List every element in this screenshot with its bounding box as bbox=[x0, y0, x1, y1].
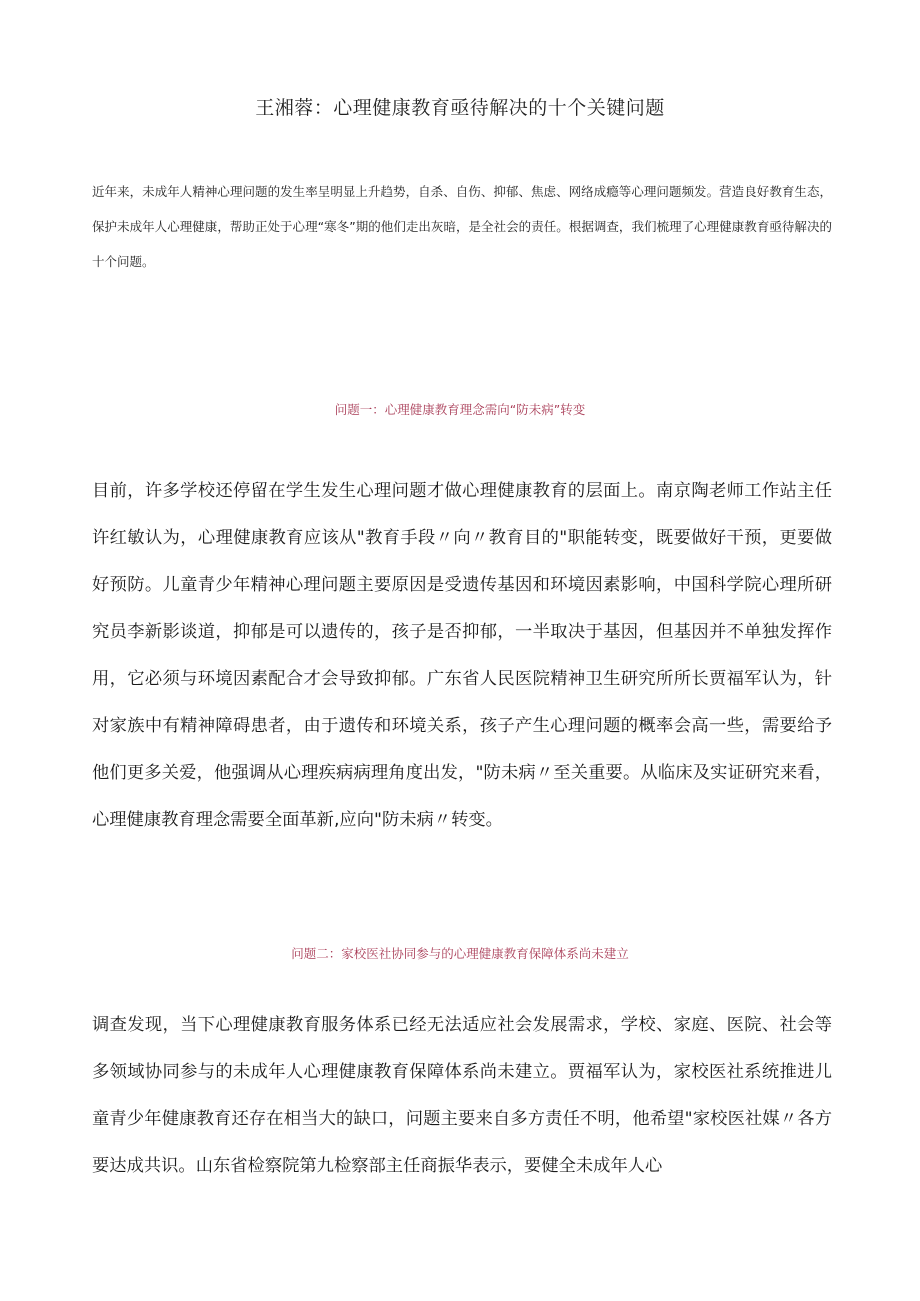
section-heading-2: 问题二：家校医社协同参与的心理健康教育保障体系尚未建立 bbox=[291, 946, 629, 961]
intro-paragraph: 近年来，未成年人精神心理问题的发生率呈明显上升趋势，自杀、自伤、抑郁、焦虑、网络成瘾等心理问题频发。营造良好教育生态，保护未成年人心理健康，帮助正处于心理“寒冬”期的他们走出灰暗，是全社会的责任。根据调查，我们梳理了心理健康教育亟待解决的十个问题。 bbox=[92, 184, 832, 269]
section-body-1: 目前，许多学校还停留在学生发生心理问题才做心理健康教育的层面上。南京陶老师工作站主任许红敏认为，心理健康教育应该从"教育手段〃向〃教育目的"职能转变，既要做好干预，更要做好预防。儿童青少年精神心理问题主要原因是受遗传基因和环境因素影响，中国科学院心理所研究员李新影谈道，抑郁是可以遗传的，孩子是否抑郁，一半取决于基因，但基因并不单独发挥作用，它必须与环境因素配合才会导致抑郁。广东省人民医院精神卫生研究所所长贾福军认为，针对家族中有精神障碍患者，由于遗传和环境关系，孩子产生心理问题的概率会高一些，需要给予他们更多关爱，他强调从心理疾病病理角度出发，"防未病〃至关重要。从临床及实证研究来看，心理健康教育理念需要全面革新,应向"防未病〃转变。 bbox=[92, 481, 832, 830]
page-title: 王湘蓉：心理健康教育亟待解决的十个关键问题 bbox=[255, 97, 665, 119]
section-body-2: 调查发现，当下心理健康教育服务体系已经无法适应社会发展需求，学校、家庭、医院、社会等多领域协同参与的未成年人心理健康教育保障体系尚未建立。贾福军认为，家校医社系统推进儿童青少年健康教育还存在相当大的缺口，问题主要来自多方责任不明，他希望"家校医社媒〃各方要达成共识。山东省检察院第九检察部主任商振华表示，要健全未成年人心 bbox=[92, 1015, 832, 1176]
section-heading-1: 问题一：心理健康教育理念需向“防未病”转变 bbox=[334, 402, 586, 417]
